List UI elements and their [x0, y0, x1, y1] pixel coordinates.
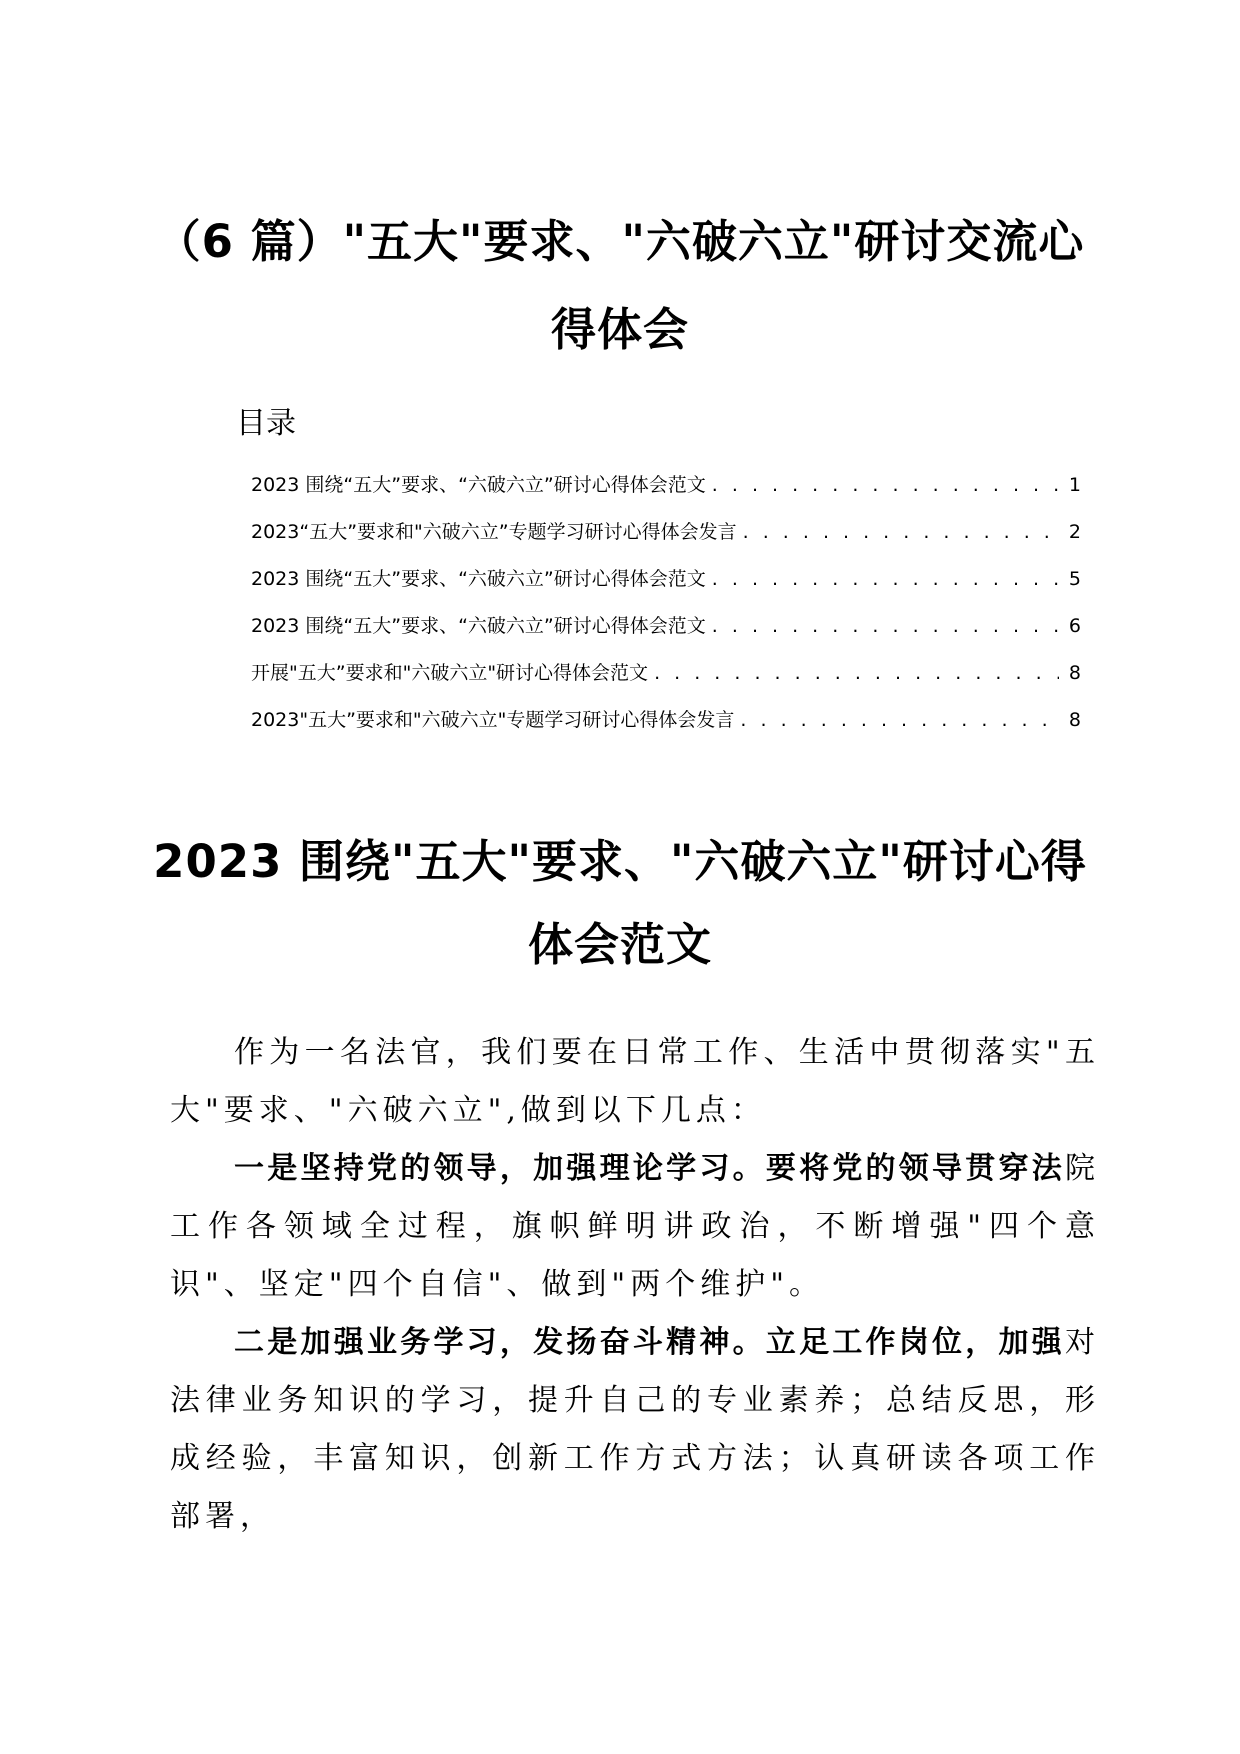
- paragraph: [170, 1024, 1100, 1140]
- document-title-line-1: （6 篇）"五大"要求、"六破六立"研讨交流心: [155, 215, 1085, 268]
- paragraph-lead: 二是加强业务学习，发扬奋斗精神。立足工作岗位，加强: [234, 1325, 1065, 1360]
- section-title: [130, 820, 1110, 986]
- paragraph-text: 院工作各领域全过程，旗帜鲜明讲政治，不断增强"四个意识"、坚定"四个自信"、做到"两个维护"。: [170, 1151, 1100, 1302]
- document-title: [130, 198, 1110, 374]
- toc-entry-title: 开展"五大”要求和"六破六立"研讨心得体会范文: [251, 662, 649, 684]
- toc-entry-title: 2023 围绕“五大”要求、“六破六立”研讨心得体会范文: [251, 615, 706, 637]
- toc-entry[interactable]: [251, 705, 1081, 752]
- toc-entry-page: 5: [1068, 568, 1081, 590]
- toc-entry[interactable]: [251, 611, 1081, 658]
- paragraph-text: 对法律业务知识的学习，提升自己的专业素养；总结反思，形成经验，丰富知识，创新工作方式方法；认真研读各项工作部署，: [170, 1325, 1100, 1534]
- toc-entry-title: 2023 围绕“五大”要求、“六破六立”研讨心得体会范文: [251, 474, 706, 496]
- toc-entry-page: 2: [1068, 521, 1081, 543]
- toc-entry-title: 2023 围绕“五大”要求、“六破六立”研讨心得体会范文: [251, 568, 706, 590]
- toc-dot-leader: [712, 568, 1059, 590]
- paragraph-text: 作为一名法官，我们要在日常工作、生活中贯彻落实"五大"要求、"六破六立",做到以下几点：: [170, 1035, 1100, 1128]
- toc-entry-title: 2023“五大”要求和"六破六立”专题学习研讨心得体会发言: [251, 521, 737, 543]
- toc-heading: 目录: [236, 406, 296, 441]
- toc-entry-title: 2023"五大”要求和"六破六立"专题学习研讨心得体会发言: [251, 709, 735, 731]
- toc-entry[interactable]: [251, 564, 1081, 611]
- toc-entry-page: 8: [1068, 662, 1081, 684]
- toc-dot-leader: [743, 521, 1059, 543]
- section-body: [170, 1024, 1100, 1546]
- paragraph: [170, 1314, 1100, 1546]
- paragraph-lead: 一是坚持党的领导，加强理论学习。要将党的领导贯穿法: [234, 1151, 1065, 1186]
- section-title-line-1: 2023 围绕"五大"要求、"六破六立"研讨心得: [153, 835, 1087, 888]
- toc-entry-page: 1: [1068, 474, 1081, 496]
- table-of-contents: [251, 470, 1081, 752]
- toc-entry[interactable]: [251, 517, 1081, 564]
- toc-dot-leader: [740, 709, 1059, 731]
- section-title-line-2: 体会范文: [527, 918, 712, 971]
- toc-entry[interactable]: [251, 658, 1081, 705]
- toc-dot-leader: [712, 615, 1059, 637]
- toc-dot-leader: [654, 662, 1059, 684]
- toc-entry-page: 6: [1068, 615, 1081, 637]
- toc-entry[interactable]: [251, 470, 1081, 517]
- toc-entry-page: 8: [1068, 709, 1081, 731]
- toc-dot-leader: [712, 474, 1059, 496]
- document-title-line-2: 得体会: [550, 303, 689, 356]
- paragraph: [170, 1140, 1100, 1314]
